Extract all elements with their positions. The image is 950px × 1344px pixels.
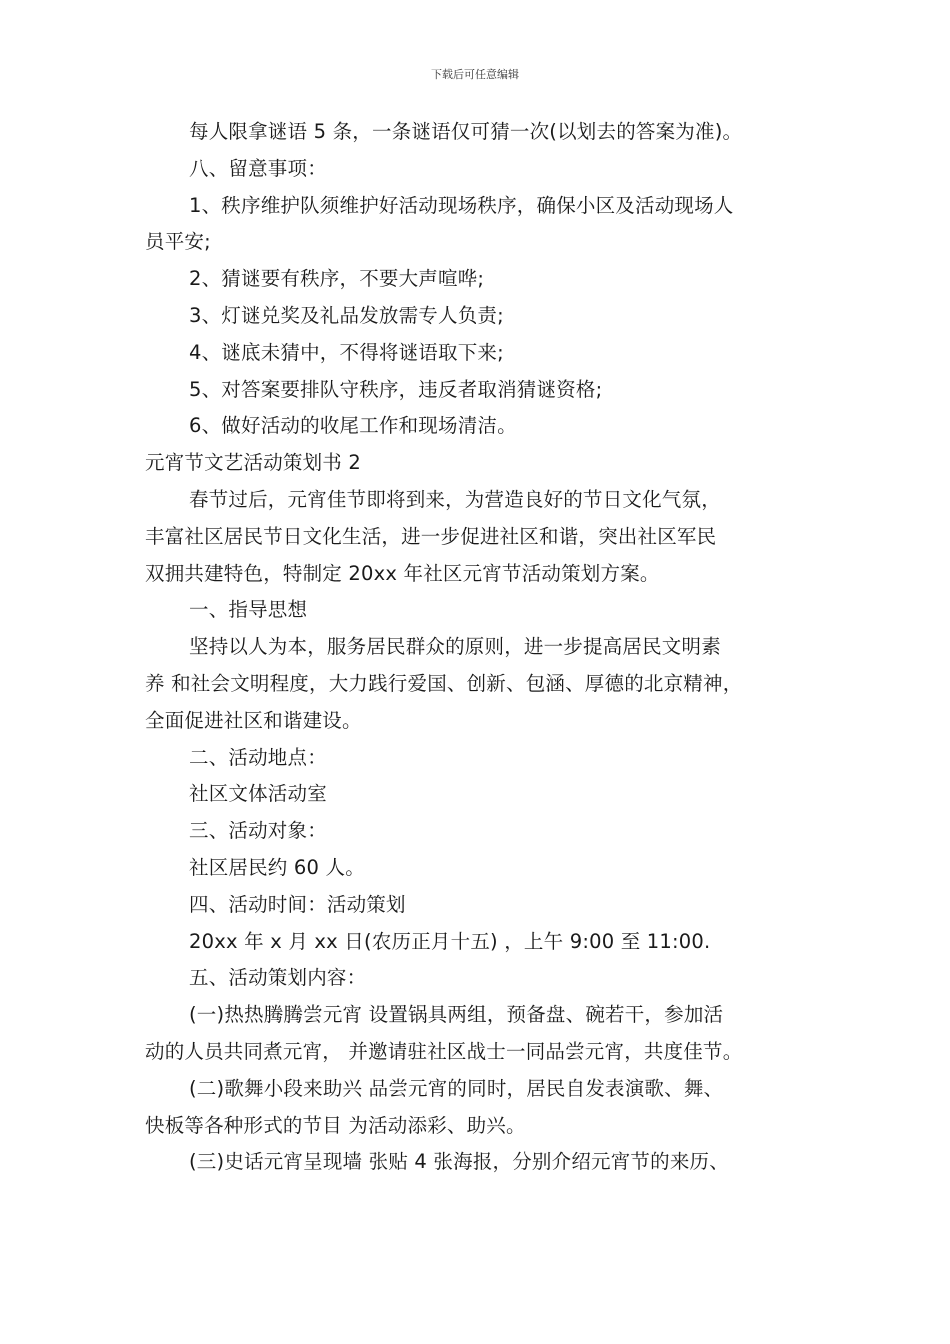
document-title: 元宵节文艺活动策划书 2 xyxy=(145,451,362,475)
text-line: (二)歌舞小段来助兴 品尝元宵的同时，居民自发表演歌、舞、 xyxy=(189,1076,724,1100)
text-line: 每人限拿谜语 5 条，一条谜语仅可猜一次(以划去的答案为准)。 xyxy=(189,120,743,143)
list-item: 1、秩序维护队须维护好活动现场秩序，确保小区及活动现场人 xyxy=(189,193,734,217)
text-line: 快板等各种形式的节目 为活动添彩、助兴。 xyxy=(145,1113,526,1137)
text-line: 20xx 年 x 月 xx 日(农历正月十五) ，上午 9:00 至 11:00. xyxy=(189,929,711,953)
section-heading: 一、指导思想 xyxy=(189,598,308,622)
text-line: 社区居民约 60 人。 xyxy=(189,855,365,879)
text-line: 养 和社会文明程度，大力践行爱国、创新、包涵、厚德的北京精神， xyxy=(145,671,743,695)
text-line: 社区文体活动室 xyxy=(189,782,327,806)
text-line: (三)史话元宵呈现墙 张贴 4 张海报，分别介绍元宵节的来历、 xyxy=(189,1150,729,1174)
section-heading: 二、活动地点： xyxy=(189,745,327,769)
text-line: (一)热热腾腾尝元宵 设置锅具两组，预备盘、碗若干，参加活 xyxy=(189,1003,724,1027)
list-item: 2、猜谜要有秩序，不要大声喧哗; xyxy=(189,267,485,291)
section-heading: 四、活动时间：活动策划 xyxy=(189,892,406,916)
text-line: 坚持以人为本，服务居民群众的原则，进一步提高居民文明素 xyxy=(189,635,721,659)
text-line: 动的人员共同煮元宵， 并邀请驻社区战士一同品尝元宵，共度佳节。 xyxy=(145,1039,743,1063)
list-item: 3、灯谜兑奖及礼品发放需专人负责; xyxy=(189,303,504,327)
section-heading: 三、活动对象： xyxy=(189,819,327,843)
text-line: 春节过后，元宵佳节即将到来，为营造良好的节日文化气氛， xyxy=(189,487,721,511)
list-item: 6、做好活动的收尾工作和现场清洁。 xyxy=(189,414,517,438)
text-line: 全面促进社区和谐建设。 xyxy=(145,708,362,732)
section-heading: 八、留意事项： xyxy=(189,156,327,180)
document-body xyxy=(145,114,825,1181)
text-line: 双拥共建特色，特制定 20xx 年社区元宵节活动策划方案。 xyxy=(145,561,660,585)
list-item: 4、谜底未猜中，不得将谜语取下来; xyxy=(189,340,504,364)
page-header: 下载后可任意编辑 xyxy=(431,68,519,81)
list-item: 5、对答案要排队守秩序，违反者取消猜谜资格; xyxy=(189,377,603,401)
section-heading: 五、活动策划内容： xyxy=(189,966,367,990)
text-line: 员平安; xyxy=(145,230,211,254)
text-line: 丰富社区居民节日文化生活，进一步促进社区和谐，突出社区军民 xyxy=(145,524,717,548)
